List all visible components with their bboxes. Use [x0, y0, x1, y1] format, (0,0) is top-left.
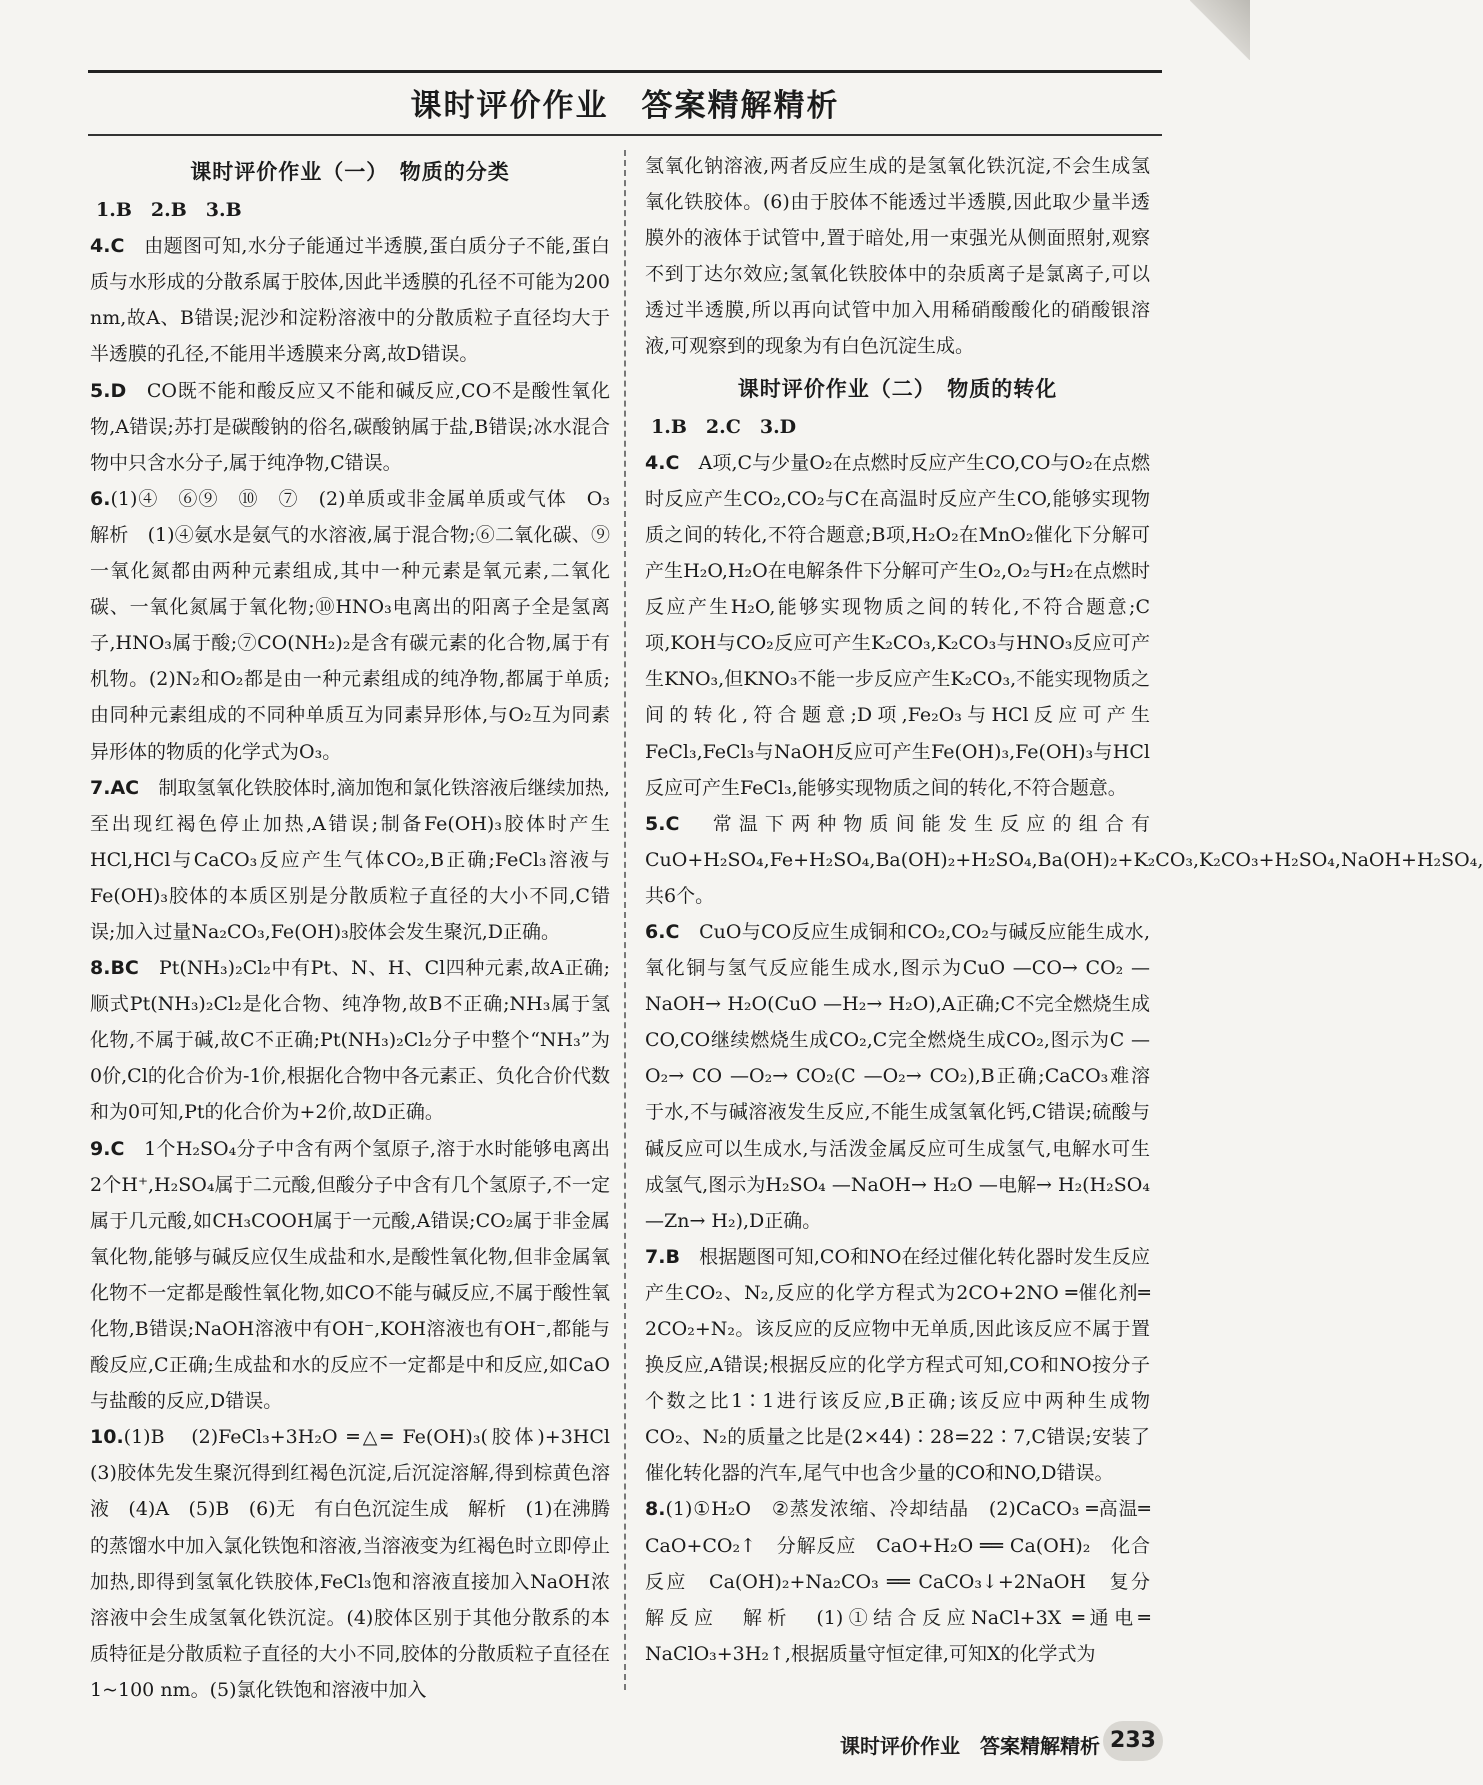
answer-item — [645, 1491, 1150, 1671]
answer-item — [90, 373, 610, 481]
answer-item — [90, 770, 610, 950]
answer-item — [90, 481, 630, 770]
answer-number: 7.B — [645, 1245, 680, 1268]
answer-item — [645, 445, 1150, 806]
answer-item — [90, 228, 610, 372]
answer-number: 7.AC — [90, 776, 140, 799]
section-title-2: 课时评价作业（二） 物质的转化 — [737, 376, 1058, 401]
answer-text: 制取氢氧化铁胶体时,滴加饱和氯化铁溶液后继续加热,至出现红褐色停止加热,A错误;制备Fe(OH)₃胶体时产生HCl,HCl与CaCO₃反应产生气体CO₂,B正确;FeCl₃溶液与Fe(OH)₃胶体的本质区别是分散质粒子直径的大小不同,C错误;加入过量Na₂CO₃,Fe(OH)₃胶体会发生聚沉,D正确。 — [90, 776, 610, 943]
answer-text: (1)①H₂O ②蒸发浓缩、冷却结晶 (2)CaCO₃ ═高温═ CaO+CO₂↑ 分解反应 CaO+H₂O ══ Ca(OH)₂ 化合反应 Ca(OH)₂+Na₂CO₃ ══ CaCO₃↓+2NaOH 复分解反应 解析 (1)①结合反应NaCl+3X ═通电═ NaClO₃+3H₂↑,根据质量守恒定律,可知X的化学式为 — [645, 1498, 1150, 1665]
continuation-text: 氢氧化钠溶液,两者反应生成的是氢氧化铁沉淀,不会生成氢氧化铁胶体。(6)由于胶体不能透过半透膜,因此取少量半透膜外的液体于试管中,置于暗处,用一束强光从侧面照射,观察不到丁达尔效应;氢氧化铁胶体中的杂质离子是氯离子,可以透过半透膜,所以再向试管中加入用稀硝酸酸化的硝酸银溶液,可观察到的现象为有白色沉淀生成。 — [645, 155, 1150, 358]
answer-text: Pt(NH₃)₂Cl₂中有Pt、N、H、Cl四种元素,故A正确;顺式Pt(NH₃)₂Cl₂是化合物、纯净物,故B不正确;NH₃属于氢化物,不属于碱,故C不正确;Pt(NH₃)₂Cl₂分子中整个“NH₃”为0价,Cl的化合价为-1价,根据化合物中各元素正、负化合价代数和为0可知,Pt的化合价为+2价,故D正确。 — [90, 957, 610, 1124]
column-divider — [624, 150, 626, 1690]
page-title: 课时评价作业 答案精解精析 — [410, 88, 840, 124]
answer-text: 根据题图可知,CO和NO在经过催化转化器时发生反应产生CO₂、N₂,反应的化学方程式为2CO+2NO ═催化剂═ 2CO₂+N₂。该反应的反应物中无单质,因此该反应不属于置换反应,A错误;根据反应的化学方程式可知,CO和NO按分子个数之比1∶1进行该反应,B正确;该反应中两种生成物CO₂、N₂的质量之比是(2×44)∶28=22∶7,C错误;安装了催化转化器的汽车,尾气中也含少量的CO和NO,D错误。 — [645, 1245, 1150, 1485]
answer-text: CuO与CO反应生成铜和CO₂,CO₂与碱反应能生成水,氧化铜与氢气反应能生成水,图示为CuO —CO→ CO₂ —NaOH→ H₂O(CuO —H₂→ H₂O),A正确;C不完全燃烧生成CO,CO继续燃烧生成CO₂,C完全燃烧生成CO₂,图示为C —O₂→ CO —O₂→ CO₂(C —O₂→ CO₂),B正确;CaCO₃难溶于水,不与碱溶液发生反应,不能生成氢氧化钙,C错误;硫酸与碱反应可以生成水,与活泼金属反应可生成氢气,电解水可生成氢气,图示为H₂SO₄ —NaOH→ H₂O —电解→ H₂(H₂SO₄ —Zn→ H₂),D正确。 — [645, 920, 1150, 1232]
answer-number: 8. — [645, 1498, 666, 1521]
page-number: 233 — [1103, 1721, 1163, 1761]
answers-1-3: 1.B 2.C 3.D — [651, 415, 797, 438]
answer-number: 4.C — [90, 235, 125, 258]
left-column — [90, 148, 630, 1708]
answer-number: 9.C — [90, 1137, 125, 1160]
answer-number: 10. — [90, 1426, 124, 1449]
answer-text: CO既不能和酸反应又不能和碱反应,CO不是酸性氧化物,A错误;苏打是碳酸钠的俗名,碳酸钠属于盐,B错误;冰水混合物中只含水分子,属于纯净物,C错误。 — [90, 379, 610, 474]
answer-number: 5.C — [645, 812, 680, 835]
answer-text: A项,C与少量O₂在点燃时反应产生CO,CO与O₂在点燃时反应产生CO₂,CO₂与C在高温时反应产生CO,能够实现物质之间的转化,不符合题意;B项,H₂O₂在MnO₂催化下分解可产生H₂O,H₂O在电解条件下分解可产生O₂,O₂与H₂在点燃时反应产生H₂O,能够实现物质之间的转化,不符合题意;C项,KOH与CO₂反应可产生K₂CO₃,K₂CO₃与HNO₃反应可产生KNO₃,但KNO₃不能一步反应产生K₂CO₃,不能实现物质之间的转化,符合题意;D项,Fe₂O₃与HCl反应可产生FeCl₃,FeCl₃与NaOH反应可产生Fe(OH)₃,Fe(OH)₃与HCl反应可产生FeCl₃,能够实现物质之间的转化,不符合题意。 — [645, 451, 1150, 799]
answer-item — [90, 950, 610, 1130]
section-title-1: 课时评价作业（一） 物质的分类 — [190, 160, 510, 184]
answer-text: 常温下两种物质间能发生反应的组合有CuO+H₂SO₄,Fe+H₂SO₄,Ba(OH)₂+H₂SO₄,Ba(OH)₂+K₂CO₃,K₂CO₃+H₂SO₄,NaOH+H₂SO₄,共6个。 — [645, 812, 1483, 907]
top-rule — [88, 70, 1162, 73]
answer-number: 6.C — [645, 920, 680, 943]
answer-item — [645, 914, 1150, 1239]
answer-text: (1)④ ⑥⑨ ⑩ ⑦ (2)单质或非金属单质或气体 O₃ 解析 (1)④氨水是氨气的水溶液,属于混合物;⑥二氧化碳、⑨一氧化氮都由两种元素组成,其中一种元素是氧元素,二氧化碳、一氧化氮属于氧化物;⑩HNO₃电离出的阳离子全是氢离子,HNO₃属于酸;⑦CO(NH₂)₂是含有碳元素的化合物,属于有机物。(2)N₂和O₂都是由一种元素组成的纯净物,都属于单质;由同种元素组成的不同种单质互为同素异形体,与O₂互为同素异形体的物质的化学式为O₃。 — [90, 487, 630, 763]
answer-text: 由题图可知,水分子能通过半透膜,蛋白质分子不能,蛋白质与水形成的分散系属于胶体,因此半透膜的孔径不可能为200 nm,故A、B错误;泥沙和淀粉溶液中的分散质粒子直径均大于半透膜的孔径,不能用半透膜来分离,故D错误。 — [90, 235, 610, 366]
answer-item — [645, 1239, 1150, 1492]
page-corner-curl — [1190, 0, 1250, 60]
answers-1-3: 1.B 2.B 3.B — [96, 199, 242, 222]
answer-text: (1)B (2)FeCl₃+3H₂O ═△═ Fe(OH)₃(胶体)+3HCl (3)胶体先发生聚沉得到红褐色沉淀,后沉淀溶解,得到棕黄色溶液 (4)A (5)B (6)无 有白色沉淀生成 解析 (1)在沸腾的蒸馏水中加入氯化铁饱和溶液,当溶液变为红褐色时立即停止加热,即得到氢氧化铁胶体,FeCl₃饱和溶液直接加入NaOH浓溶液中会生成氢氧化铁沉淀。(4)胶体区别于其他分散系的本质特征是分散质粒子直径的大小不同,胶体的分散质粒子直径在1~100 nm。(5)氯化铁饱和溶液中加入 — [90, 1426, 630, 1701]
answer-item — [90, 1131, 610, 1420]
title-rule — [88, 134, 1162, 136]
answer-number: 5.D — [90, 379, 127, 402]
answer-number: 4.C — [645, 451, 680, 474]
answer-text: 1个H₂SO₄分子中含有两个氢原子,溶于水时能够电离出2个H⁺,H₂SO₄属于二元酸,但酸分子中含有几个氢原子,不一定属于几元酸,如CH₃COOH属于一元酸,A错误;CO₂属于非金属氧化物,能够与碱反应仅生成盐和水,是酸性氧化物,但非金属氧化物不一定都是酸性氧化物,如CO不能与碱反应,不属于酸性氧化物,B错误;NaOH溶液中有OH⁻,KOH溶液也有OH⁻,都能与酸反应,C正确;生成盐和水的反应不一定都是中和反应,如CaO与盐酸的反应,D错误。 — [90, 1137, 610, 1413]
answer-item — [645, 806, 1483, 914]
footer-label: 课时评价作业 答案精解精析 — [840, 1734, 1100, 1758]
answer-number: 6. — [90, 487, 111, 510]
right-column — [645, 148, 1483, 1672]
answer-number: 8.BC — [90, 957, 139, 980]
answer-item — [90, 1419, 630, 1708]
